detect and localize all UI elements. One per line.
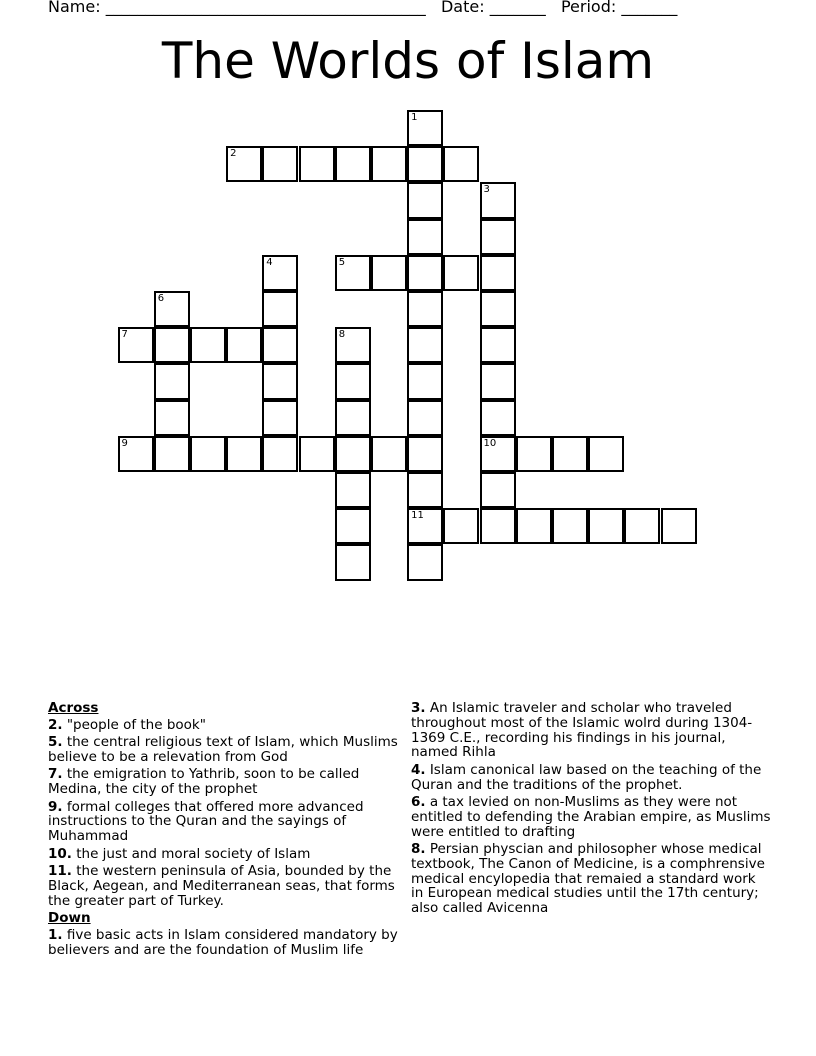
clue-across-11 bbox=[48, 864, 400, 908]
grid-cell[interactable] bbox=[407, 219, 443, 255]
grid-cell[interactable] bbox=[407, 255, 443, 291]
clue-text: Islam canonical law based on the teaching of the Quran and the traditions of the prophet. bbox=[411, 761, 762, 793]
clue-down-3 bbox=[411, 701, 771, 760]
grid-cell[interactable] bbox=[552, 436, 588, 472]
clue-text: the emigration to Yathrib, soon to be called Medina, the city of the prophet bbox=[48, 766, 360, 798]
period-field[interactable]: _______ bbox=[621, 0, 678, 16]
grid-cell[interactable] bbox=[588, 436, 624, 472]
grid-cell[interactable] bbox=[190, 436, 226, 472]
clue-number-label: 11 bbox=[411, 510, 424, 522]
clue-number: 11. bbox=[48, 862, 72, 879]
clue-text: "people of the book" bbox=[66, 716, 206, 733]
grid-cell[interactable] bbox=[335, 544, 371, 580]
clue-number: 1. bbox=[48, 926, 63, 943]
grid-cell[interactable] bbox=[407, 363, 443, 399]
grid-cell[interactable] bbox=[299, 146, 335, 182]
clue-number-label: 6 bbox=[157, 293, 165, 304]
grid-cell[interactable] bbox=[371, 146, 407, 182]
clue-text: the western peninsula of Asia, bounded by the Black, Aegean, and Mediterranean seas, that forms the greater part of Turkey. bbox=[48, 862, 395, 909]
grid-cell[interactable] bbox=[226, 327, 262, 363]
grid-cell[interactable] bbox=[480, 327, 516, 363]
date-field[interactable]: _______ bbox=[489, 0, 546, 16]
grid-cell[interactable] bbox=[262, 327, 298, 363]
clue-number-label: 7 bbox=[121, 329, 128, 341]
clue-text: An Islamic traveler and scholar who traveled throughout most of the Islamic wolrd during 1304-1369 C.E., recording his findings in his journal, named Rihla bbox=[411, 700, 753, 761]
grid-cell[interactable] bbox=[335, 255, 371, 291]
clue-across-5 bbox=[48, 735, 400, 765]
grid-cell[interactable] bbox=[480, 182, 516, 218]
date-label: Date: bbox=[440, 0, 485, 16]
grid-cell[interactable] bbox=[118, 327, 154, 363]
grid-cell[interactable] bbox=[262, 146, 298, 182]
clue-number: 9. bbox=[48, 798, 63, 815]
grid-cell[interactable] bbox=[299, 436, 335, 472]
grid-cell[interactable] bbox=[443, 146, 479, 182]
grid-cell[interactable] bbox=[624, 508, 660, 544]
grid-cell[interactable] bbox=[154, 436, 190, 472]
grid-cell[interactable] bbox=[262, 436, 298, 472]
clue-number: 5. bbox=[48, 734, 63, 751]
clue-number: 3. bbox=[411, 700, 426, 716]
grid-cell[interactable] bbox=[407, 544, 443, 580]
grid-cell[interactable] bbox=[262, 291, 298, 327]
grid-cell[interactable] bbox=[407, 508, 443, 544]
clue-number: 6. bbox=[411, 793, 426, 810]
grid-cell[interactable] bbox=[335, 400, 371, 436]
grid-cell[interactable] bbox=[262, 255, 298, 291]
grid-cell[interactable] bbox=[262, 363, 298, 399]
grid-cell[interactable] bbox=[335, 363, 371, 399]
grid-cell[interactable] bbox=[480, 400, 516, 436]
grid-cell[interactable] bbox=[154, 363, 190, 399]
clue-number-label: 9 bbox=[121, 437, 128, 449]
clue-number-label: 2 bbox=[230, 148, 237, 160]
grid-cell[interactable] bbox=[480, 436, 516, 472]
grid-cell[interactable] bbox=[407, 327, 443, 363]
grid-cell[interactable] bbox=[443, 255, 479, 291]
grid-cell[interactable] bbox=[480, 363, 516, 399]
grid-cell[interactable] bbox=[588, 508, 624, 544]
grid-cell[interactable] bbox=[190, 327, 226, 363]
clue-number-label: 8 bbox=[338, 329, 346, 341]
grid-cell[interactable] bbox=[226, 436, 262, 472]
clue-number-label: 5 bbox=[338, 256, 346, 268]
grid-cell[interactable] bbox=[516, 436, 552, 472]
grid-cell[interactable] bbox=[516, 508, 552, 544]
grid-cell[interactable] bbox=[335, 436, 371, 472]
clue-number: 8. bbox=[411, 840, 426, 857]
name-field[interactable]: ________________________________________ bbox=[105, 0, 426, 16]
across-heading: Across bbox=[48, 700, 99, 716]
clues-right-column bbox=[411, 701, 771, 919]
grid-cell[interactable] bbox=[371, 255, 407, 291]
grid-cell[interactable] bbox=[335, 508, 371, 544]
clue-down-6 bbox=[411, 795, 771, 839]
clue-down-8 bbox=[411, 842, 771, 916]
clue-number: 10. bbox=[48, 845, 72, 862]
grid-cell[interactable] bbox=[407, 400, 443, 436]
grid-cell[interactable] bbox=[407, 182, 443, 218]
clue-down-1 bbox=[48, 928, 400, 958]
clue-number-label: 3 bbox=[483, 184, 490, 196]
grid-cell[interactable] bbox=[154, 400, 190, 436]
clue-text: the central religious text of Islam, which Muslims believe to be a relevation from God bbox=[48, 734, 398, 765]
clue-across-9 bbox=[48, 800, 400, 844]
clue-number-label: 1 bbox=[411, 112, 418, 123]
clue-text: Persian physcian and philosopher whose medical textbook, The Canon of Medicine, is a comphrensive medical encylopedia that remaied a standard work in European medical studies until the 17th century; also called Avicenna bbox=[411, 840, 765, 917]
clue-text: a tax levied on non-Muslims as they were not entitled to defending the Arabian empire, as Muslims were entitled to drafting bbox=[411, 793, 771, 840]
clue-across-7 bbox=[48, 767, 400, 797]
grid-cell[interactable] bbox=[407, 472, 443, 508]
name-label: Name: bbox=[48, 0, 101, 16]
clue-across-10 bbox=[48, 847, 400, 862]
clue-down-4 bbox=[411, 763, 771, 793]
grid-cell[interactable] bbox=[154, 327, 190, 363]
grid-cell[interactable] bbox=[407, 291, 443, 327]
clue-number: 2. bbox=[48, 716, 63, 733]
grid-cell[interactable] bbox=[407, 146, 443, 182]
clue-text: formal colleges that offered more advanced instructions to the Quran and the sayings of Muhammad bbox=[48, 798, 364, 845]
period-label: Period: bbox=[560, 0, 617, 16]
clue-number: 4. bbox=[411, 761, 426, 778]
grid-cell[interactable] bbox=[262, 400, 298, 436]
grid-cell[interactable] bbox=[661, 508, 697, 544]
clue-text: five basic acts in Islam considered mandatory by believers and are the foundation of Muslim life bbox=[48, 926, 398, 958]
clue-number-label: 4 bbox=[266, 256, 273, 268]
grid-cell[interactable] bbox=[407, 436, 443, 472]
clue-across-2 bbox=[48, 718, 400, 733]
down-heading: Down bbox=[48, 909, 91, 926]
clue-number: 7. bbox=[48, 766, 63, 783]
clues-left-column bbox=[48, 701, 400, 960]
clue-number-label: 10 bbox=[483, 437, 497, 449]
grid-cell[interactable] bbox=[154, 291, 190, 327]
grid-cell[interactable] bbox=[443, 508, 479, 544]
grid-cell[interactable] bbox=[335, 146, 371, 182]
grid-cell[interactable] bbox=[480, 219, 516, 255]
grid-cell[interactable] bbox=[335, 327, 371, 363]
grid-cell[interactable] bbox=[480, 472, 516, 508]
page-title: The Worlds of Islam bbox=[161, 32, 655, 90]
grid-cell[interactable] bbox=[552, 508, 588, 544]
clue-text: the just and moral society of Islam bbox=[76, 845, 311, 862]
grid-cell[interactable] bbox=[335, 472, 371, 508]
grid-cell[interactable] bbox=[407, 110, 443, 146]
grid-cell[interactable] bbox=[480, 508, 516, 544]
grid-cell[interactable] bbox=[226, 146, 262, 182]
grid-cell[interactable] bbox=[480, 291, 516, 327]
grid-cell[interactable] bbox=[480, 255, 516, 291]
grid-cell[interactable] bbox=[371, 436, 407, 472]
grid-cell[interactable] bbox=[118, 436, 154, 472]
